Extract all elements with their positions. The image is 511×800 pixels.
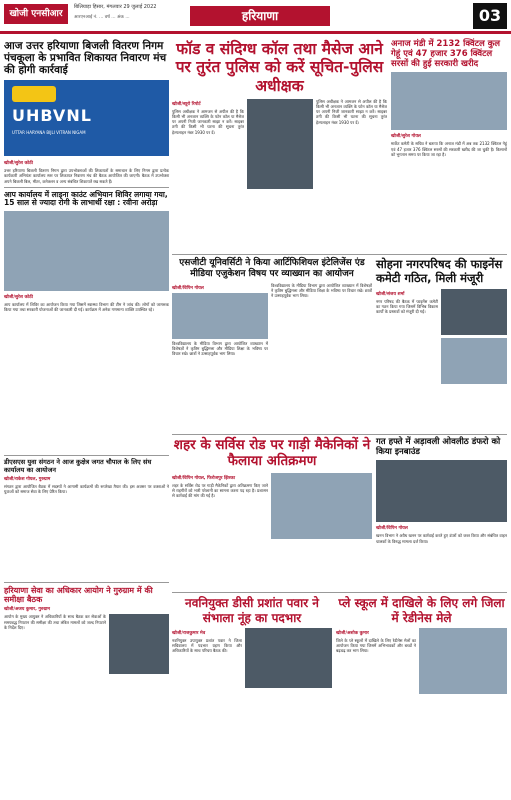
article-body: नवनियुक्त उपायुक्त प्रशांत पवार ने जिला सचिवालय में पदभार ग्रहण किया और अधिकारियों के साथ परिचय बैठक की। bbox=[172, 637, 242, 654]
divider bbox=[172, 254, 507, 255]
article-body: विश्वविद्यालय के मीडिया विभाग द्वारा आयोजित व्याख्यान में विशेषज्ञों ने कृत्रिम बुद्धिमत्ता और मीडिया शिक्षा के भविष्य पर विचार रखे। छात्रों ने उत्साहपूर्वक भाग लिया। bbox=[172, 340, 268, 357]
headline-shivir: आप कार्यालय में लाइना काउंट अभियान शिविर लगाया गया, 15 साल से ज्यादा रोगी के लाभार्थी रक्षा : रवीना अरोड़ा bbox=[4, 189, 168, 208]
article-body: खनन विभाग ने अवैध खनन पर कार्रवाई करते हुए डंपरों को जब्त किया और संबंधित वाहन चालकों के विरुद्ध मामला दर्ज किया। bbox=[376, 533, 507, 544]
photo-dc bbox=[245, 628, 332, 688]
headline-sangathan: डीएसएस युवा संगठन ने आज कुक्षेत्र जगत चौपाल के लिए संघ कार्यालय का आयोजन bbox=[4, 458, 152, 474]
uhbvn-mark bbox=[12, 86, 56, 102]
headline-mandi: अनाज मंडी में 2132 क्विंटल कुल गेहूं एवं 47 हजार 376 क्विंटल सरसों की हुई सरकारी खरीद bbox=[391, 39, 500, 69]
byline: खोजी/अजय कुमार, गुरुग्राम bbox=[4, 607, 50, 613]
left-column bbox=[4, 40, 169, 714]
article-body: उत्तर हरियाणा बिजली वितरण निगम द्वारा उपभोक्ताओं की शिकायतों के समाधान के लिए निगम द्वारा प्रत्येक कार्यकारी अभियंता कार्यालय स्तर पर शिकायत निवारण मंच की बैठक आयोजित की जाएगी। बैठक में उपभोक्ता अपने बिजली बिल, मीटर, कनेक्शन व अन्य संबंधित शिकायतें रख सकते हैं। bbox=[4, 168, 169, 184]
headline-service-road: शहर के सर्विस रोड पर गाड़ी मैकेनिकों ने फैलाया अतिक्रमण bbox=[173, 436, 371, 469]
headline-aayog: हरियाणा सेवा का अधिकार आयोग ने गुरुग्राम में की समीक्षा बैठक bbox=[4, 585, 153, 605]
photo-sgt bbox=[172, 293, 268, 339]
byline: खोजी/सुरेश कोठी bbox=[4, 161, 33, 167]
photo-dumper bbox=[376, 460, 507, 522]
paper-logo: खोजी एनसीआर bbox=[4, 4, 68, 24]
byline: खोजी/सुरेश कोठी bbox=[4, 295, 33, 301]
article-body: पुलिस अधीक्षक ने आमजन से अपील की है कि किसी भी अनजान व्यक्ति के फोन कॉल या मैसेज पर अपनी निजी जानकारी साझा न करें। साइबर ठगी की किसी भी घटना की सूचना तुरंत हेल्पलाइन नंबर 1930 पर दें। bbox=[172, 108, 244, 135]
uhbvn-logo bbox=[4, 80, 169, 156]
photo-mandi bbox=[391, 72, 507, 130]
photo-shivir bbox=[4, 211, 169, 291]
masthead bbox=[0, 0, 511, 34]
section-label: हरियाणा bbox=[190, 6, 330, 26]
byline: खोजी/विपिन गोयल bbox=[172, 285, 204, 291]
photo-sp bbox=[247, 99, 313, 189]
lead-headline: फॉड व संदिग्ध कॉल तथा मैसेज आने पर तुरंत पुलिस को करें सूचित-पुलिस अधीक्षक bbox=[175, 40, 384, 95]
headline-bijli: आज उत्तर हरियाणा बिजली वितरण निगम पंचकूला के प्रभावित शिकायत निवारण मंच की होगी कार्रवाई bbox=[4, 40, 167, 77]
byline: खोजी/अशोक कुमार bbox=[336, 630, 369, 636]
byline: खोजी/राजकुमार मेव bbox=[172, 630, 206, 636]
photo-service-road bbox=[271, 473, 372, 539]
article-body-cont: विश्वविद्यालय के मीडिया विभाग द्वारा आयोजित व्याख्यान में विशेषज्ञों ने कृत्रिम बुद्धिमत्ता और मीडिया शिक्षा के भविष्य पर विचार रखे। छात्रों ने उत्साहपूर्वक भाग लिया। bbox=[271, 282, 372, 299]
divider bbox=[172, 434, 507, 435]
photo-sohna-2 bbox=[441, 338, 507, 384]
divider bbox=[4, 455, 169, 456]
byline: खोजी/राकेश गोयल, गुरुग्राम bbox=[4, 476, 51, 482]
divider bbox=[172, 592, 507, 593]
byline: खोजी/ब्यूरो रिपोर्ट bbox=[172, 101, 201, 107]
article-body: जिले के प्ले स्कूलों में दाखिले के लिए रेडीनेस मेलों का आयोजन किया गया जिसमें अभिभावकों और बच्चों ने बढ़चढ़ कर भाग लिया। bbox=[336, 637, 416, 654]
page-number: 03 bbox=[473, 3, 507, 29]
uhbvn-tag: UTTAR HARYANA BIJLI VITRAN NIGAM bbox=[12, 130, 86, 136]
divider bbox=[4, 187, 169, 188]
photo-sohna-1 bbox=[441, 289, 507, 335]
article-body-cont: पुलिस अधीक्षक ने आमजन से अपील की है कि किसी भी अनजान व्यक्ति के फोन कॉल या मैसेज पर अपनी निजी जानकारी साझा न करें। साइबर ठगी की किसी भी घटना की सूचना तुरंत हेल्पलाइन नंबर 1930 पर दें। bbox=[316, 98, 387, 125]
divider bbox=[4, 582, 169, 583]
article-body: शहर के सर्विस रोड पर गाड़ी मैकेनिकों द्वारा अतिक्रमण किए जाने से राहगीरों को भारी परेशानी का सामना करना पड़ रहा है। प्रशासन से कार्रवाई की मांग की गई है। bbox=[172, 482, 268, 499]
headline-sohna: सोहना नगरपरिषद की फाइनेंस कमेटी गठित, मिली मंजूरी bbox=[376, 257, 503, 286]
article-body: नगर परिषद की बैठक में फाइनेंस कमेटी का गठन किया गया जिसमें विभिन्न विकास कार्यों के प्रस्तावों को मंजूरी दी गई। bbox=[376, 298, 438, 315]
article-body: मार्केट कमेटी के सचिव ने बताया कि अनाज मंडी में अब तक 2132 क्विंटल गेहूं एवं 47 हजार 376 क्विंटल सरसों की सरकारी खरीद की जा चुकी है। किसानों को भुगतान समय पर किया जा रहा है। bbox=[391, 141, 507, 157]
main-area bbox=[172, 40, 507, 795]
uhbvn-brand: UHBVNL bbox=[12, 106, 92, 126]
article-body: आप कार्यालय में शिविर का आयोजन किया गया जिसमें स्वास्थ्य विभाग की टीम ने जांच की। लोगों को जागरूक किया गया तथा सरकारी योजनाओं की जानकारी दी गई। कार्यक्रम में अनेक गणमान्य व्यक्ति उपस्थित रहे। bbox=[4, 302, 169, 313]
article-body: संगठन द्वारा आयोजित बैठक में सदस्यों ने आगामी कार्यक्रमों की रूपरेखा तैयार की। इस अवसर पर वक्ताओं ने युवाओं को समाज सेवा के लिए प्रेरित किया। bbox=[4, 483, 169, 495]
rni-line: आरएनआई नं. ... वर्ष ... अंक ... bbox=[74, 15, 130, 20]
headline-dumper: गत हफ्ते में अड़ावली ओवलीठ डंफरो को किया इनबाउंड bbox=[376, 436, 501, 457]
byline: खोजी/विपिन गोयल, फिरोजपुर झिरका bbox=[172, 475, 236, 481]
photo-aayog bbox=[109, 614, 169, 674]
byline: खोजी/विपिन गोयल bbox=[376, 526, 408, 532]
headline-play-school: प्ले स्कूल में दाखिले के लिए लगे जिला में रेडीनेस मेले bbox=[338, 596, 505, 625]
dateline: बिलियाड़ा हिसार, मंगलवार 29 जुलाई 2022 bbox=[74, 4, 157, 10]
headline-sgt: एसजीटी यूनिवर्सिटी ने किया आर्टिफिशियल इंटेलिजेंस एंड मीडिया एजुकेशन विषय पर व्याख्यान का आयोजन bbox=[179, 258, 365, 280]
photo-play-school bbox=[419, 628, 507, 694]
article-body: आयोग के मुख्य आयुक्त ने अधिकारियों के साथ बैठक कर सेवाओं के समयबद्ध निपटान की समीक्षा की तथा लंबित मामलों को जल्द निपटाने के निर्देश दिए। bbox=[4, 614, 106, 630]
byline: खोजी/संजय शर्मा bbox=[376, 291, 405, 297]
headline-dc: नवनियुक्त डीसी प्रशांत पवार ने संभाला नूंह का पदभार bbox=[185, 596, 319, 625]
byline: खोजी/सुरेश गोयल bbox=[391, 134, 421, 140]
